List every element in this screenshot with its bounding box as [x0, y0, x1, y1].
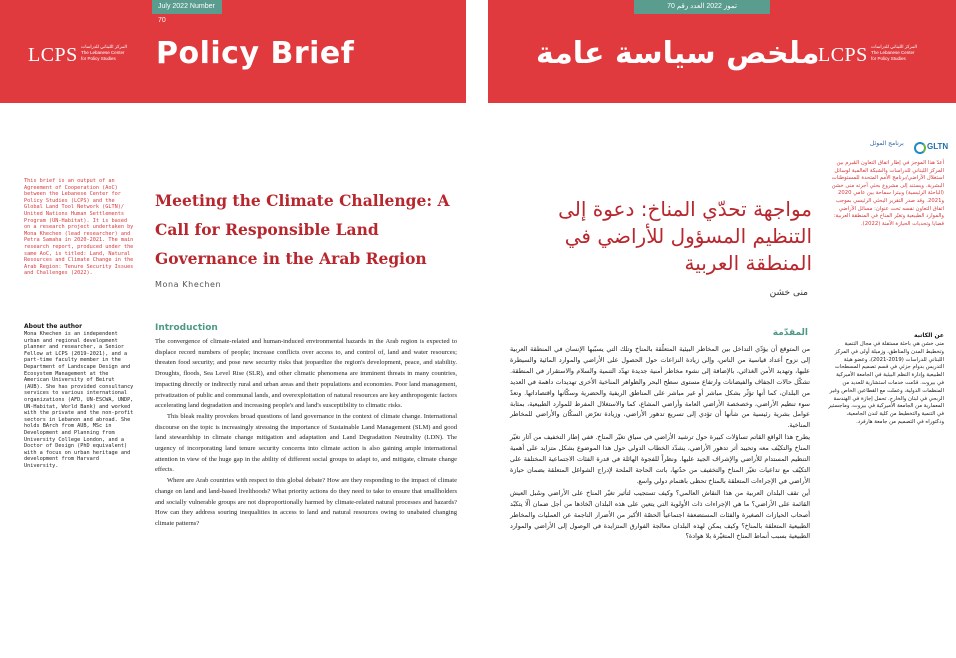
- english-header-banner: [0, 0, 466, 103]
- cooperation-note: This brief is an output of an Agreement of Cooperation (AoC) between the Lebanese Center for Policy Studies (LCPS) and the Global Land Tool Network (GLTN)/ United Nations Human Settlements Program (UN-Habitat). It is based on a research project undertaken by Mona Khechen (lead researcher) and Petra Samaha in 2020-2021. The main research report, produced under the same AoC, is titled: Land, Natural Resources and Climate Change in the Arab Region: Tenure Security Issues and Challenges (2022).: [24, 178, 134, 277]
- lcps-logo: LCPS: [818, 44, 868, 66]
- issue-tab: تموز 2022 العدد رقم 70: [634, 0, 770, 14]
- english-page: [0, 0, 466, 658]
- document-title: مواجهة تحدّي المناخ: دعوة إلى التنظيم المسؤول للأراضي في المنطقة العربية: [558, 197, 812, 275]
- gltn-icon: [914, 142, 926, 154]
- paragraph: Where are Arab countries with respect to this global debate? How are they responding to the impact of climate change on land and land-based livelihoods? What priority actions do they need to take to ensure that smallholders and socially vulnerable groups are not disproportionally harmed by climate-related natural processes and hazards? How can they address souring inequalities in access to land and natural resources owing to unabated changing climate patterns?: [155, 477, 457, 527]
- paragraph: The convergence of climate-related and human-induced environmental hazards in the Arab region is expected to displace record numbers of people; increase conflicts over access to, and control of, land and water resources; threaten food security; and pose new security risks that jeopardize the region's development, peace, and stability. Droughts, floods, Sea Level Rise (SLR), and other climatic phenomena are imminent threats in many countries, impacting directly or indirectly rural and urban areas and their populations and economies. Poor land management, privatization of public and communal lands, and overexploitation of natural resources are key anthropogenic factors accelerating land degradation and increasing people's and land's susceptibility to climatic risks.: [155, 338, 457, 410]
- paragraph: This bleak reality provokes broad questions of land governance in the context of climate change. International discourse on the topic is increasingly stressing the importance of Sustainable Land Management (SLM) and good land stewardship in climate change mitigation and adaptation and Land Degradation Neutrality (LDN). The urgency of incorporating land tenure security concerns into climate action is also gaining ample international attention in view of the huge gap in the ability of different social groups to adapt to, and mitigate, climate change effects.: [155, 412, 457, 474]
- introduction-heading: Introduction: [155, 323, 218, 333]
- un-habitat-text: برنامج الموئل: [870, 140, 904, 147]
- paragraph: من المتوقع أن يؤدّي التداخل بين المخاطر البيئية المتعلّقة بالمناخ وتلك التي يسبّبها الإنسان في المنطقة العربية إلى نزوح أعداد قياسية من الناس، وإلى زيادة النزاعات حول الحصول على الأراضي والموارد المائية والسيطرة عليها، وتهديد الأمن الغذائي، بالإضافة إلى نشوء مخاطر أمنية جديدة تهدّد التنمية والسلام والاستقرار في المنطقة. تشكّل حالات الجفاف والفيضانات وارتفاع مستوى سطح البحر والظواهر المناخية الأخرى تهديدات داهمة في العديد من البلدان، كما أنها تؤثّر بشكل مباشر أو غير مباشر على المناطق الريفية والحضرية وسكّانها واقتصاداتها. وتعدّ سوء تنظيم الأراضي، وخصخصة الأراضي العامة وأراضي المشاع، كما والاستغلال المفرط للموارد الطبيعية، بمثابة عوامل بشرية رئيسية من شأنها أن تؤدي إلى تسريع تدهور الأراضي، وزيادة تعرّض السكّان والأراضي للمخاطر المناخية.: [510, 345, 810, 430]
- author-bio: Mona Khechen is an independent urban and regional development planner and researcher, a Senior Fellow at LCPS (2019-2021), and a part-time faculty member in the Department of Landscape Design and Ecosystem Management at the American University of Beirut (AUB). She has provided consultancy services to various international organizations (AFD, UN-ESCWA, UNDP, UN-Habitat, World Bank) and worked with the private and the non-profit sectors in Lebanon and abroad. She holds BArch from AUB, MSc in Development and Planning from University College London, and a Doctor of Design (PhD equivalent) with a focus on urban heritage and development from Harvard University.: [24, 331, 134, 469]
- introduction-body: [510, 344, 810, 542]
- paragraph: يطرح هذا الواقع القاتم تساؤلات كبيرة حول ترشيد الأراضي في سياق تغيّر المناخ. ففي إطار التخفيف من آثار تغيّر المناخ والتكيّف معه وتحييد أثر تدهور الأراضي، يشدّد الخطاب الدولي حول هذا الموضوع بشكل متزايد على أهمية التنظيم المستدام للأراضي والإشراف الجيد عليها. ونظراً للفجوة الهائلة في قدرة الفئات الاجتماعية المختلفة على التكيّف مع تداعيات تغيّر المناخ والتخفيف من حدّتها، باتت الحاجة الملحة لإدراج الشواغل المتعلقة بضمان حيازة الأراضي في الإجراءات المتعلقة بالمناخ تحظى باهتمام دولي واسع.: [510, 433, 810, 485]
- arabic-header-banner: [488, 0, 956, 103]
- policy-brief-title: Policy Brief: [156, 36, 355, 71]
- cooperation-note: أعدّ هذا الموجز في إطار اتفاق التعاون المُبرم بين المركز اللبناني للدراسات والشبكة العالمية لوسائل استغلال الأراضي/برنامج الأمم المتحدة للمستوطنات البشرية. ويستند إلى مشروع بحثي أجرته منى خشن (الباحثة الرئيسية) وبيترا سماحة بين عامي 2020 و2021. وقد صدر التقرير البحثي الرئيسي بموجب اتفاق التعاون نفسه تحت عنوان: مسائل الأراضي والموارد الطبيعية وتغيّر المناخ في المنطقة العربية: قضايا وتحديات الحيازة الآمنة (2022).: [831, 160, 944, 227]
- arabic-page: [488, 0, 956, 658]
- lcps-logo-subtitle: المركز اللبناني للدراسات The Lebanese Center for Policy Studies: [871, 44, 918, 61]
- author-name: منى خشن: [769, 288, 808, 298]
- about-author-heading: About the author: [24, 323, 83, 330]
- page-gap: [466, 0, 488, 658]
- gltn-text: GLTN: [927, 142, 949, 151]
- issue-tab: July 2022 Number 70: [152, 0, 222, 14]
- about-author-heading: عن الكاتبة: [914, 332, 944, 339]
- policy-brief-title: ملخص سياسة عامة: [536, 36, 820, 71]
- lcps-logo: LCPS: [28, 44, 78, 66]
- paragraph: أين تقف البلدان العربية من هذا النقاش العالمي؟ وكيف تستجيب لتأثير تغيّر المناخ على الأراضي وسُبل العيش القائمة على الأراضي؟ ما هي الإجراءات ذات الأولوية التي يتعين على هذه البلدان اتّخاذها من أجل ضمان ألّا يتكبّد أصحاب الحيازات الصغيرة والفئات المستضعفة اجتماعياً الحصّة الأكبر من الأضرار الناجمة عن العمليات والمخاطر الطبيعية المتعلقة بالمناخ؟ وكيف يمكن لهذه البلدان معالجة الفوارق المتزايدة في الوصول إلى الأراضي والموارد الطبيعية بسبب أنماط المناخ المتغيّرة بلا هوادة؟: [510, 488, 810, 541]
- lcps-logo-subtitle: المركز اللبناني للدراسات The Lebanese Center for Policy Studies: [81, 44, 128, 61]
- author-bio: منى خشن هي باحثة مستقلة في مجال التنمية وتخطيط المدن والمناطق، وزميلة أولى في المركز اللبناني للدراسات (2019-2021)، وعضو هيئة التدريس بدوام جزئي في قسم تصميم المسطحات الطبيعية وإدارة النظم البيئية في الجامعة الأميركية في بيروت. قدّمت خدمات استشارية للعديد من المنظمات الدولية، وعملت مع القطاعين الخاص وغير الربحي في لبنان والخارج. تحمل إجازة في الهندسة المعمارية من الجامعة الأميركية في بيروت، وماجستير في التنمية والتخطيط من كلية لندن الجامعية، ودكتوراه في التصميم من جامعة هارفرد.: [828, 341, 944, 425]
- introduction-body: [155, 337, 457, 530]
- author-name: Mona Khechen: [155, 280, 222, 289]
- document-title: Meeting the Climate Challenge: A Call for Responsible Land Governance in the Arab Region: [155, 191, 450, 268]
- introduction-heading: المقدّمة: [772, 328, 808, 338]
- gltn-logo: [822, 140, 949, 158]
